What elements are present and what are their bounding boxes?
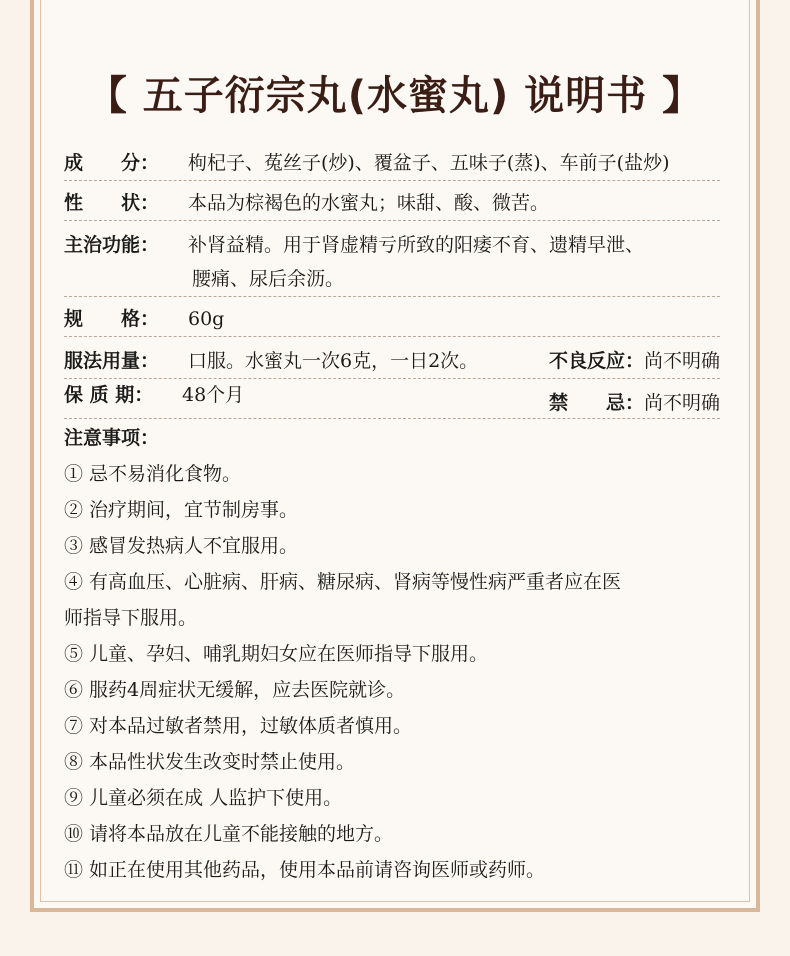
contra-field [549,390,720,416]
precaution-item: ⑧ 本品性状发生改变时禁止使用。 [64,751,356,773]
precautions-section [64,420,740,888]
shelf-life-value: 48个月 [182,384,245,406]
indications-row [64,232,720,297]
ingredients-row [64,150,720,181]
indications-label: 主治功能： [64,234,160,256]
ingredients-label: 成 分： [64,152,160,174]
page-title: 【 五子衍宗丸(水蜜丸) 说明书 】 [86,73,704,119]
precaution-item: ⑪ 如正在使用其他药品，使用本品前请咨询医师或药师。 [64,859,546,881]
spec-value: 60g [188,308,225,330]
indications-value-line1: 补肾益精。用于肾虚精亏所致的阳痿不育、遗精早泄、 [188,234,645,256]
precaution-item: ⑨ 儿童必须在成 人监护下使用。 [64,787,343,809]
precaution-item: ① 忌不易消化食物。 [64,463,242,485]
spec-label: 规 格： [64,308,160,330]
precaution-item: ⑦ 对本品过敏者禁用，过敏体质者慎用。 [64,715,413,737]
dosage-row [64,348,720,379]
ingredients-value: 枸杞子、菟丝子(炒)、覆盆子、五味子(蒸)、车前子(盐炒) [188,152,670,174]
dosage-value: 口服。水蜜丸一次6克，一日2次。 [188,350,479,372]
dosage-label: 服法用量： [64,350,160,372]
adverse-value: 尚不明确 [643,350,720,372]
properties-value: 本品为棕褐色的水蜜丸；味甜、酸、微苦。 [188,192,550,214]
adverse-field [549,348,720,374]
properties-label: 性 状： [64,192,160,214]
precaution-item: ⑤ 儿童、孕妇、哺乳期妇女应在医师指导下服用。 [64,643,489,665]
contra-label: 禁 忌： [548,392,644,414]
precautions-heading: 注意事项： [64,427,160,449]
properties-row [64,190,720,221]
precaution-item: ④ 有高血压、心脏病、肝病、糖尿病、肾病等慢性病严重者应在医 [64,571,622,593]
precaution-item: ⑥ 服药4周症状无缓解，应去医院就诊。 [64,679,406,701]
precaution-item: ⑩ 请将本品放在儿童不能接触的地方。 [64,823,394,845]
contra-value: 尚不明确 [643,392,720,414]
spec-row [64,306,720,337]
shelf-life-label: 保 质 期： [64,384,154,406]
adverse-label: 不良反应： [548,350,644,372]
indications-value-line2: 腰痛、尿后余沥。 [192,268,345,290]
shelf-life-row [64,382,720,419]
precaution-item: 师指导下服用。 [64,607,198,629]
precaution-item: ③ 感冒发热病人不宜服用。 [64,535,299,557]
precaution-item: ② 治疗期间，宜节制房事。 [64,499,299,521]
